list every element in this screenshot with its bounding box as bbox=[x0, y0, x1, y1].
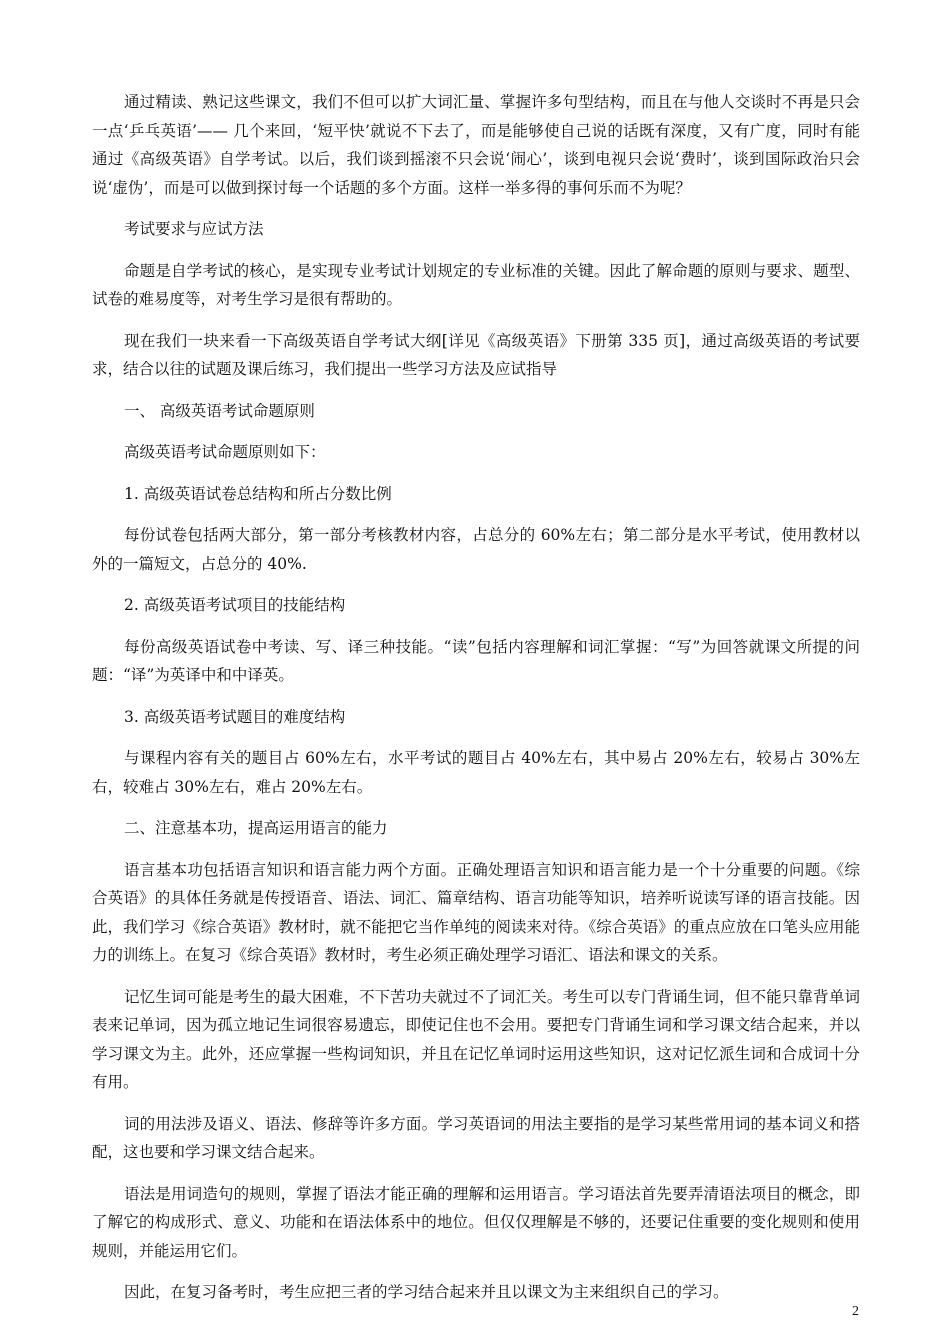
subheading-structure: 1. 高级英语试卷总结构和所占分数比例 bbox=[124, 484, 392, 503]
paragraph-conclusion: 因此，在复习备考时，考生应把三者的学习结合起来并且以课文为主来组织自己的学习。 bbox=[124, 1283, 729, 1301]
subheading-difficulty: 3. 高级英语考试题目的难度结构 bbox=[124, 707, 346, 726]
paragraph-proposition-core: 命题是自学考试的核心，是实现专业考试计划规定的专业标准的关键。因此了解命题的原则与要求、题型、试卷的难易度等，对考生学习是很有帮助的。 bbox=[92, 261, 860, 308]
paragraph-skills: 每份高级英语试卷中考读、写、译三种技能。“读”包括内容理解和词汇掌握：“写”为回答就课文所提的问题：“译”为英译中和中译英。 bbox=[92, 637, 860, 684]
paragraph-basic-skills: 语言基本功包括语言知识和语言能力两个方面。正确处理语言知识和语言能力是一个十分重要的问题。《综合英语》的具体任务就是传授语音、语法、词汇、篇章结构、语言功能等知识，培养听说读写译的语言技能。因此，我们学习《综合英语》教材时，就不能把它当作单纯的阅读来对待。《综合英语》的重点应放在口笔头应用能力的训练上。在复习《综合英语》教材时，考生必须正确处理学习语汇、语法和课文的关系。 bbox=[92, 860, 860, 964]
subheading-skills: 2. 高级英语考试项目的技能结构 bbox=[124, 596, 346, 614]
paragraph-structure: 每份试卷包括两大部分，第一部分考核教材内容，占总分的 60%左右；第二部分是水平考试，使用教材以外的一篇短文，占总分的 40%. bbox=[92, 526, 860, 573]
heading-principles: 一、 高级英语考试命题原则 bbox=[124, 401, 315, 420]
heading-basic-skills: 二、注意基本功，提高运用语言的能力 bbox=[124, 819, 388, 837]
document-body bbox=[92, 88, 860, 1320]
paragraph-intro: 通过精读、熟记这些课文，我们不但可以扩大词汇量、掌握许多句型结构，而且在与他人交谈时不再是只会一点‘乒乓英语’—— 几个来回，‘短平快’就说不下去了，而是能够使自己说的话既有深度，又有广度，同时有能通过《高级英语》自学考试。以后，我们谈到摇滚不只会说‘闹心’，谈到电视只会说‘费时’，谈到国际政治只会说‘虚伪’，而是可以做到探讨每一个话题的多个方面。这样一举多得的事何乐而不为呢？ bbox=[92, 93, 860, 197]
section-title-exam-requirements: 考试要求与应试方法 bbox=[124, 220, 264, 238]
page-number: 2 bbox=[852, 1304, 859, 1319]
paragraph-grammar: 语法是用词造句的规则，掌握了语法才能正确的理解和运用语言。学习语法首先要弄清语法项目的概念，即了解它的构成形式、意义、功能和在语法体系中的地位。但仅仅理解是不够的，还要记住重要的变化规则和使用规则，并能运用它们。 bbox=[92, 1184, 860, 1260]
paragraph-principles-intro: 高级英语考试命题原则如下： bbox=[124, 443, 326, 461]
paragraph-syllabus: 现在我们一块来看一下高级英语自学考试大纲[详见《高级英语》下册第 335 页]，通过高级英语的考试要求，结合以往的试题及课后练习，我们提出一些学习方法及应试指导 bbox=[92, 331, 860, 378]
paragraph-vocabulary: 记忆生词可能是考生的最大困难，不下苦功夫就过不了词汇关。考生可以专门背诵生词，但不能只靠背单词表来记单词，因为孤立地记生词很容易遗忘，即使记住也不会用。要把专门背诵生词和学习课文结合起来，并以学习课文为主。此外，还应掌握一些构词知识，并且在记忆单词时运用这些知识，这对记忆派生词和合成词十分有用。 bbox=[92, 987, 860, 1091]
paragraph-word-usage: 词的用法涉及语义、语法、修辞等许多方面。学习英语词的用法主要指的是学习某些常用词的基本词义和搭配，这也要和学习课文结合起来。 bbox=[92, 1114, 860, 1161]
paragraph-difficulty: 与课程内容有关的题目占 60%左右，水平考试的题目占 40%左右，其中易占 20%左右，较易占 30%左右，较难占 30%左右，难占 20%左右。 bbox=[92, 749, 860, 796]
